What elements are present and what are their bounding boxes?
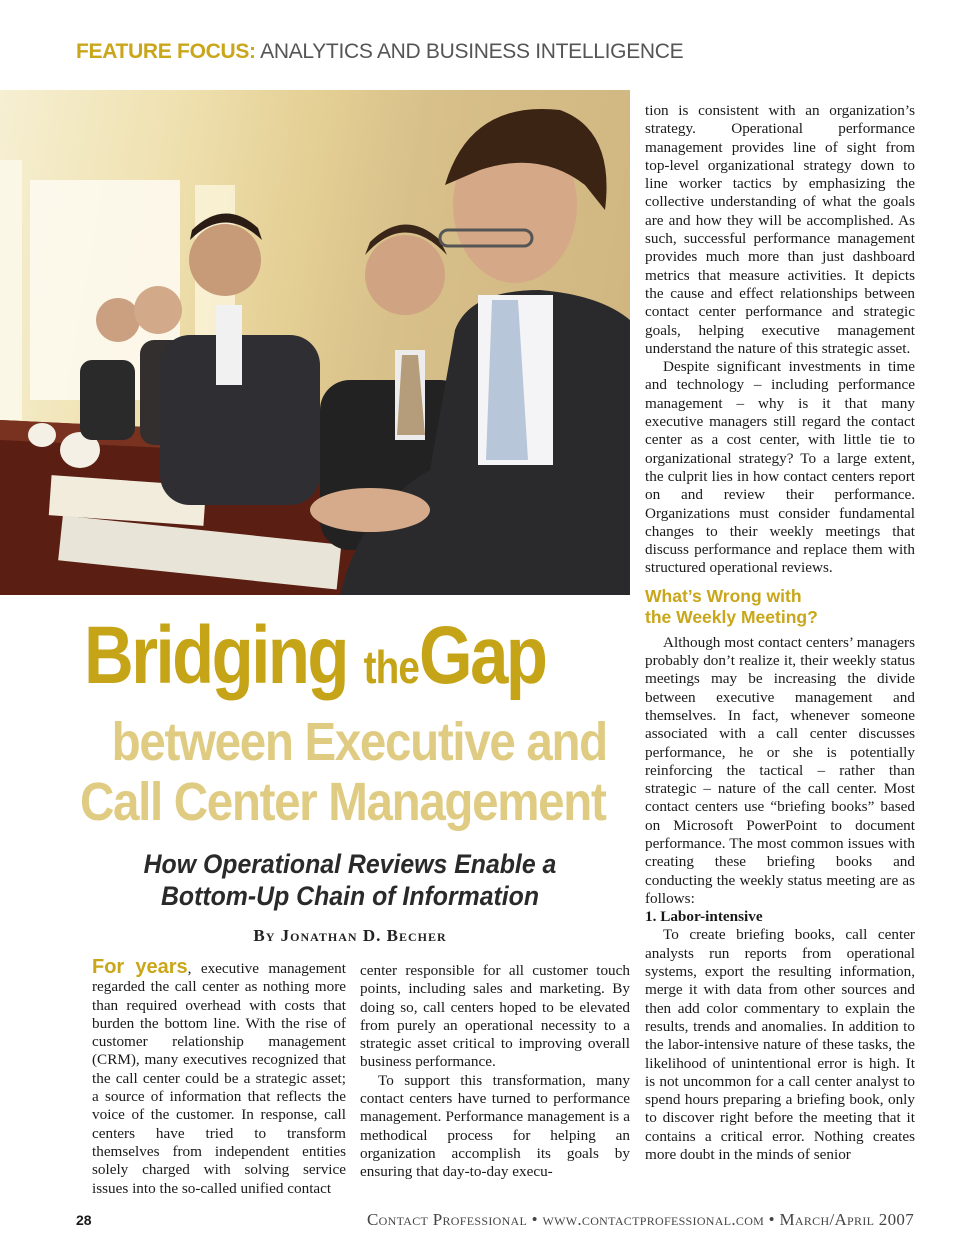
article-deck	[129, 848, 571, 912]
subhead-weekly-meeting	[645, 586, 915, 628]
headline-subtitle-line2: Call Center Management	[80, 772, 606, 832]
col2-paragraph-1: center responsible for all customer touch points, including sales and marketing. By doing so, call centers hoped to be elevated from purely an operational necessity to a strategic asset critical to improving overall business performance.	[360, 962, 630, 1071]
lead-in: For years	[92, 956, 188, 978]
col3-paragraph-1: tion is consistent with an organization’s strategy. Operational performance management provides line of sight from top-level organizational strategy down to line worker tactics by emphasizing the collective understanding of what the goals are and how they will be accomplished. As such, successful performance management provides much more than just dashboard metrics that measure activities. It depicts the cause and effect relationships between contact center performance and strategic goals, helping executive management understand the nature of this strategic asset.	[645, 102, 915, 357]
deck-line1: How Operational Reviews Enable a	[143, 849, 557, 879]
byline: By Jonathan D. Becher	[253, 926, 447, 945]
page-number: 28	[76, 1212, 92, 1228]
headline-word-the: the	[363, 641, 420, 693]
headline-word-gap: Gap	[419, 610, 546, 701]
meeting-photo-illustration	[0, 90, 630, 595]
headline-word-bridging: Bridging	[84, 610, 347, 701]
subhead-line2: the Weekly Meeting?	[645, 606, 818, 627]
header-topic: ANALYTICS AND BUSINESS INTELLIGENCE	[255, 40, 684, 63]
headline-subtitle	[80, 712, 607, 832]
col1-paragraph	[76, 958, 346, 1198]
column-2	[360, 962, 630, 1182]
column-1	[76, 958, 346, 1198]
footer-publication: Contact Professional • www.contactprofessional.com • March/April 2007	[367, 1210, 914, 1229]
minihead-labor-intensive: 1. Labor-intensive	[645, 908, 763, 926]
col3-paragraph-3: Although most contact centers’ managers probably don’t realize it, their weekly status meetings may be increasing the divide between executive management and themselves. In fact, whenever someone associated with a call center discusses performance, he or she is potentially reinforcing the tactical – rather than strategic – nature of the call center. Most contact centers use “briefing books” based on Microsoft PowerPoint to document performance. The most common issues with creating these briefing books and conducting the weekly status meeting are as follows:	[645, 633, 915, 907]
headline-subtitle-line1: between Executive and	[111, 712, 607, 772]
column-3	[645, 102, 915, 1164]
col3-paragraph-4: To create briefing books, call center analysts run reports from operational systems, export the resulting information, merge it with data from other sources and then add color commentary to explain the results, trends and anomalies. In addition to the labor-intensive nature of these tasks, the likelihood of unintentional error is high. It is not uncommon for a call center analyst to spend hours preparing a briefing book, only to discover right before the meeting that it contains a critical error. Nothing creates more doubt in the minds of senior	[645, 926, 915, 1164]
subhead-line1: What’s Wrong with	[645, 585, 802, 606]
col2-paragraph-2: To support this transformation, many contact centers have turned to performance management. Performance management is a methodical process for helping an organization accomplish its goals by ensuring that day-to-day execu-	[360, 1071, 630, 1181]
col3-paragraph-2: Despite significant investments in time and technology – including performance management – why is it that many executive managers still regard the contact center as a cost center, with little tie to organizational strategy? To a large extent, the culprit lies in how contact centers report on and review their performance. Organizations must consider fundamental changes to their weekly meetings that discuss performance and replace them with structured operational reviews.	[645, 358, 915, 577]
deck-line2: Bottom-Up Chain of Information	[160, 881, 540, 911]
col1-text: , executive management regarded the call center as nothing more than required overhead with costs that burden the bottom line. With the rise of customer relationship management (CRM), many executives recognized that the call center could be a strategic asset; a source of information that reflects the voice of the customer. In response, call centers have tried to transform themselves from independent entities solely charged with solving service issues into the so-called unified contact	[92, 960, 346, 1197]
section-header	[76, 40, 683, 64]
meeting-photo	[0, 90, 630, 595]
header-label: FEATURE FOCUS:	[76, 40, 256, 63]
headline	[84, 610, 554, 713]
